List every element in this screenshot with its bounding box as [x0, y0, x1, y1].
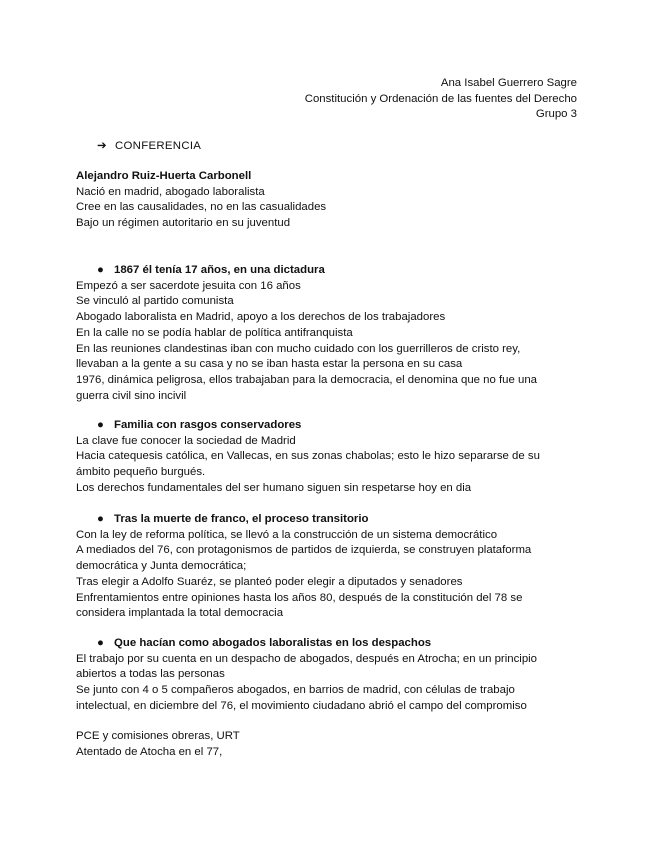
footer-line: Atentado de Atocha en el 77,	[76, 745, 223, 758]
section-3	[76, 512, 576, 622]
section-line: El trabajo por su cuenta en un despacho de abogados, después en Atrocha; en un principio	[76, 652, 538, 665]
section-line: Enfrentamientos entre opiniones hasta los años 80, después de la constitución del 78 se	[76, 591, 523, 604]
section-line: Se junto con 4 o 5 compañeros abogados, en barrios de madrid, con células de trabajo	[76, 684, 515, 697]
speaker-line: Nació en madrid, abogado laboralista	[76, 185, 265, 198]
bullet-icon: ●	[97, 637, 104, 649]
section-line: Con la ley de reforma política, se llevó a la construcción de un sistema democrático	[76, 528, 498, 541]
section-heading: ● Que hacían como abogados laboralistas en los despachos	[76, 636, 576, 652]
right-arrow-icon: ➔	[97, 140, 107, 152]
section-line: En la calle no se podía hablar de política antifranquista	[76, 326, 353, 339]
section-line: 1976, dinámica peligrosa, ellos trabajaban para la democracia, el denomina que no fue una	[76, 373, 537, 386]
section-heading: ● Familia con rasgos conservadores	[76, 418, 576, 434]
section-line: Se vinculó al partido comunista	[76, 295, 234, 308]
section-4	[76, 636, 576, 715]
section-line: La clave fue conocer la sociedad de Madrid	[76, 434, 296, 447]
section-line: Hacia catequesis católica, en Vallecas, en sus zonas chabolas; esto le hizo separarse de su	[76, 450, 540, 463]
section-line: guerra civil sino incivil	[76, 389, 187, 402]
section-line: intelectual, en diciembre del 76, el movimiento ciudadano abrió el campo del compromiso	[76, 699, 527, 712]
section-line: Los derechos fundamentales del ser humano siguen sin respetarse hoy en dia	[76, 481, 472, 494]
section-2	[76, 418, 576, 497]
section-line: democrática y Junta democrática;	[76, 560, 247, 573]
section-line: En las reuniones clandestinas iban con mucho cuidado con los guerrilleros de cristo rey,	[76, 342, 521, 355]
section-line: A mediados del 76, con protagonismos de partidos de izquierda, se construyen plataforma	[76, 544, 532, 557]
section-heading: ● 1867 él tenía 17 años, en una dictadura	[76, 263, 576, 279]
footer-notes	[76, 729, 576, 760]
section-heading: ● Tras la muerte de franco, el proceso transitorio	[76, 512, 576, 528]
conference-label: CONFERENCIA	[115, 140, 202, 152]
footer-line: PCE y comisiones obreras, URT	[76, 730, 240, 742]
conference-heading	[97, 139, 201, 154]
section-line: abiertos a todas las personas	[76, 668, 225, 681]
section-line: Empezó a ser sacerdote jesuita con 16 años	[76, 279, 301, 292]
speaker-line: Cree en las causalidades, no en las casualidades	[76, 201, 327, 214]
author-name: Ana Isabel Guerrero Sagre	[440, 77, 577, 89]
document-header	[305, 76, 577, 123]
section-line: Abogado laboralista en Madrid, apoyo a los derechos de los trabajadores	[76, 311, 446, 324]
bullet-icon: ●	[97, 513, 104, 525]
course-title: Constitución y Ordenación de las fuentes del Derecho	[304, 92, 577, 105]
speaker-name: Alejandro Ruiz-Huerta Carbonell	[76, 170, 252, 182]
section-line: Tras elegir a Adolfo Suaréz, se planteó poder elegir a diputados y senadores	[76, 575, 463, 588]
speaker-block	[76, 169, 576, 232]
section-line: llevaban a la gente a su casa y no se iban hasta estar la persona en su casa	[76, 358, 463, 371]
bullet-icon: ●	[97, 419, 104, 431]
section-line: considera implantada la total democracia	[76, 607, 284, 620]
group-label: Grupo 3	[535, 108, 577, 121]
section-1	[76, 263, 576, 404]
section-line: ámbito pequeño burgués.	[76, 466, 206, 479]
bullet-icon: ●	[97, 264, 104, 276]
speaker-line: Bajo un régimen autoritario en su juventud	[76, 217, 291, 230]
